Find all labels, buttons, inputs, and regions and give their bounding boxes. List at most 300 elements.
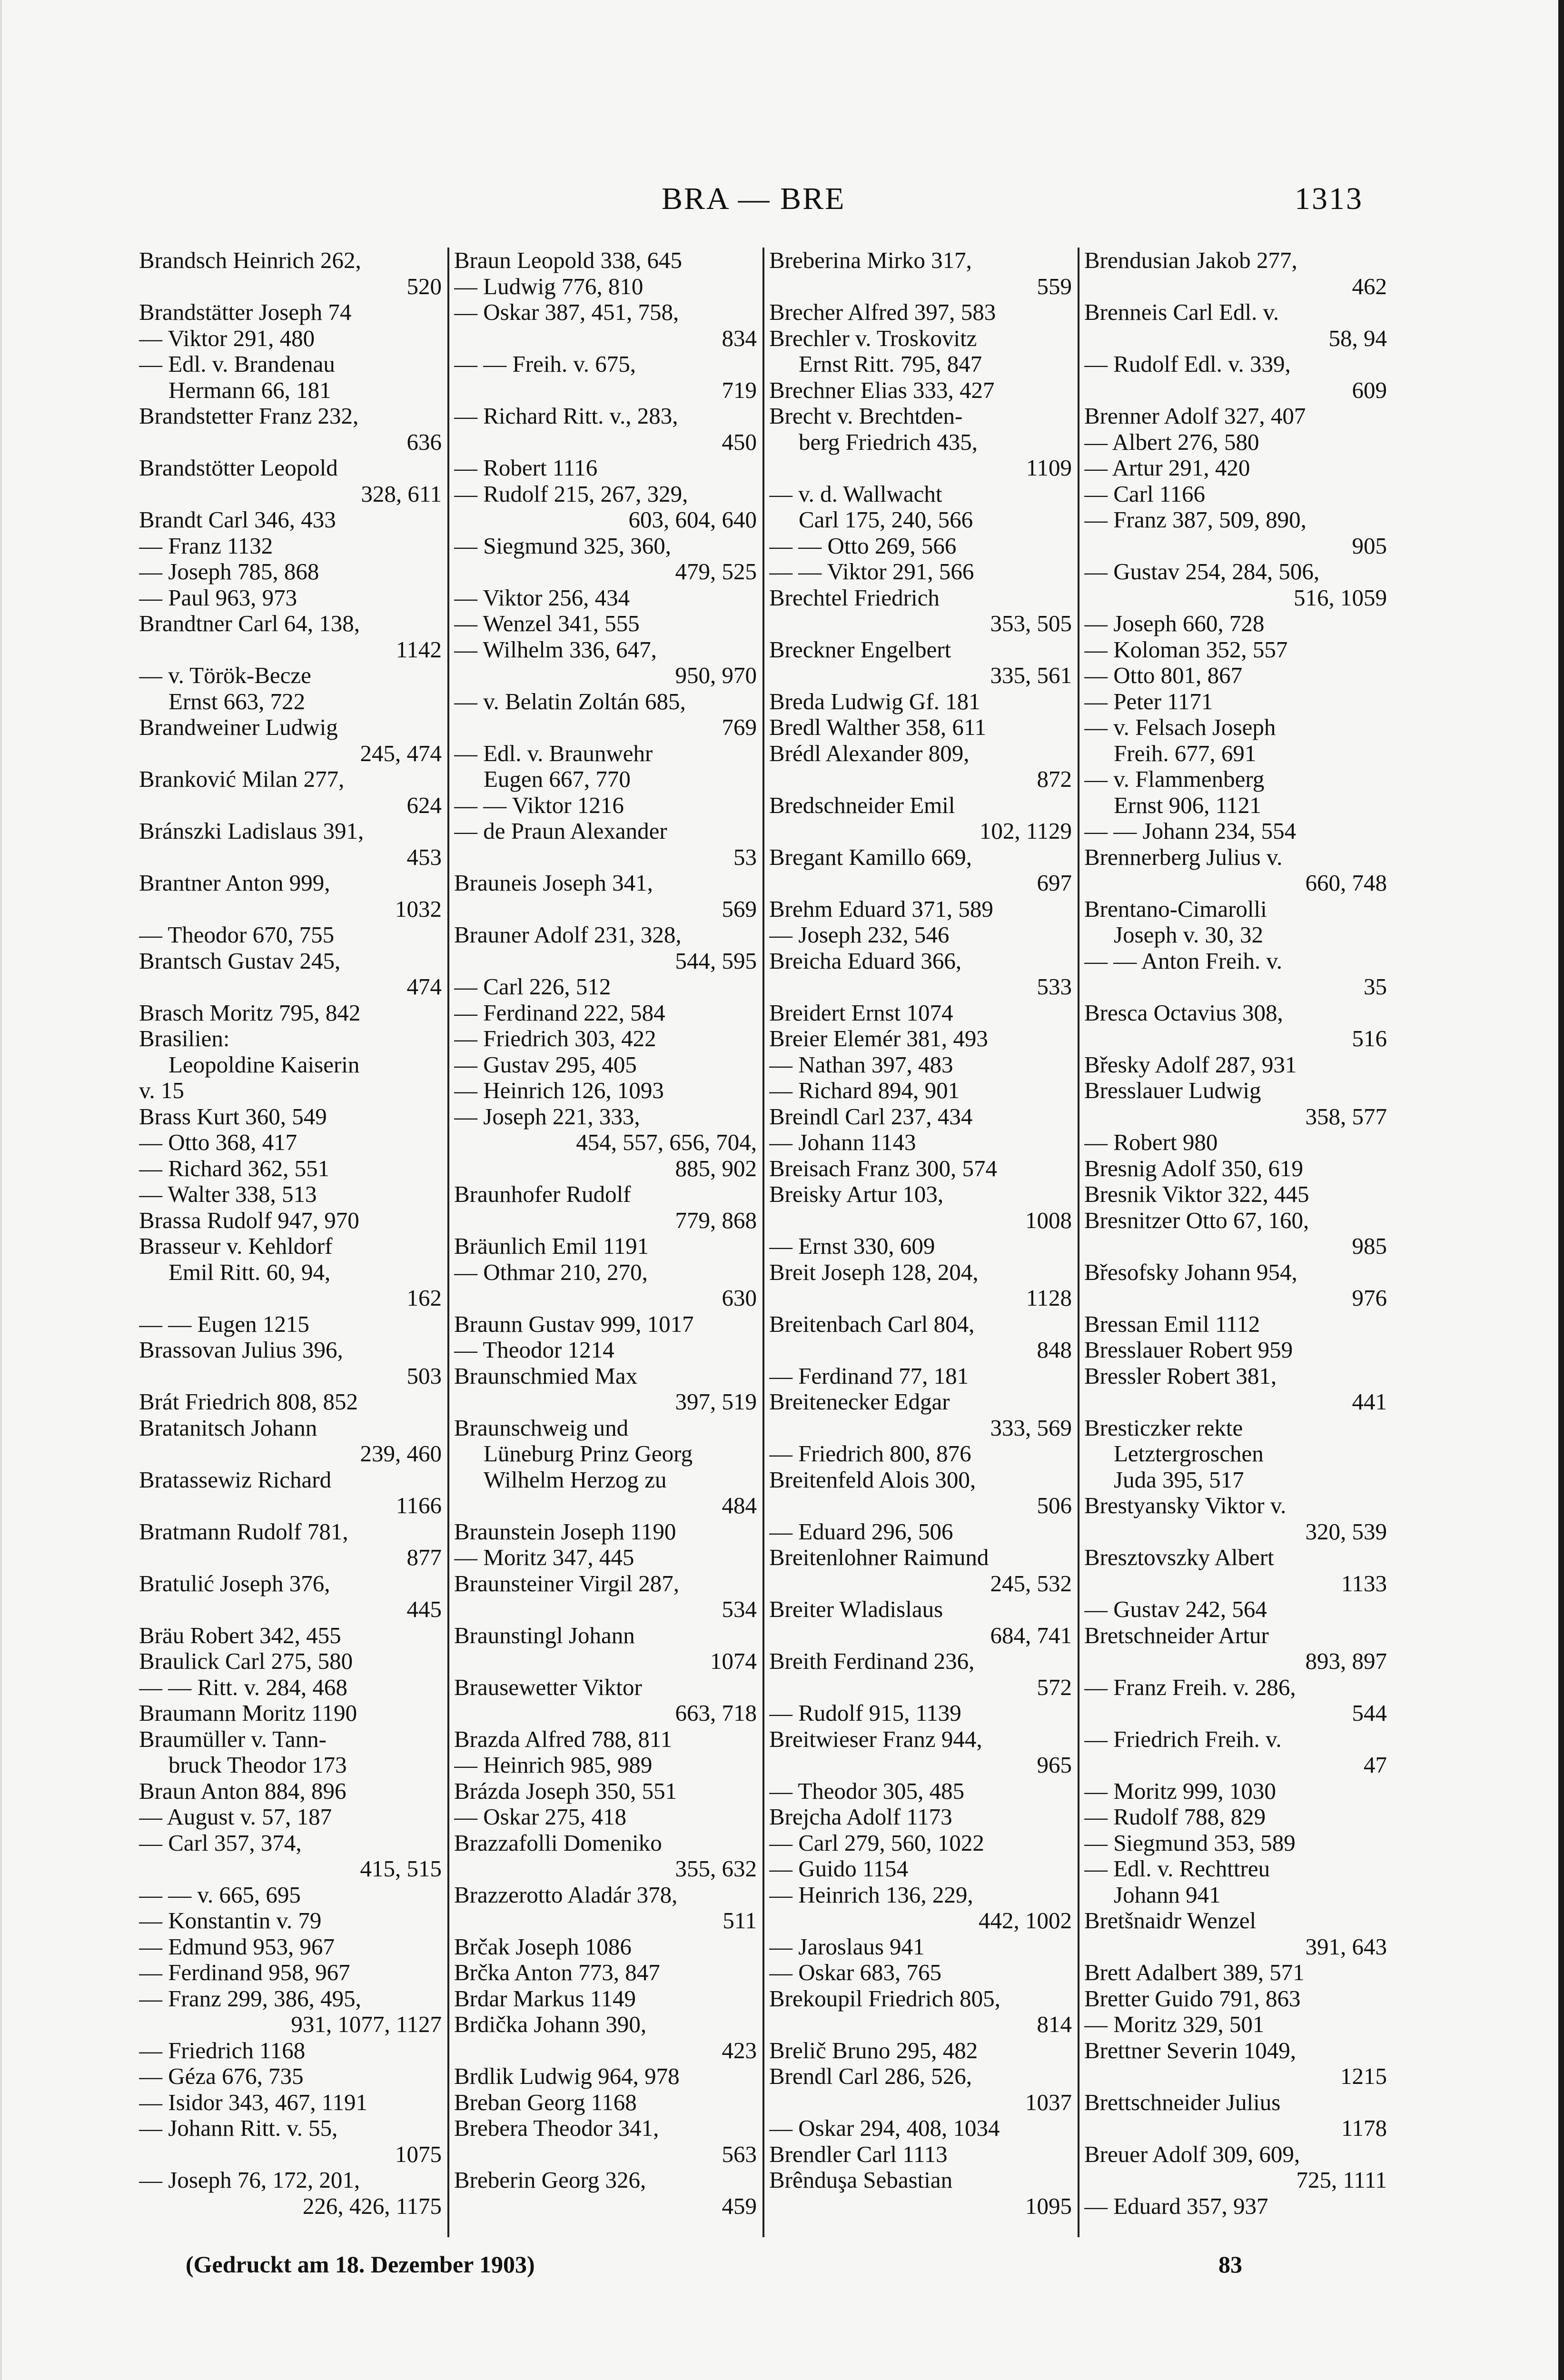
index-line: Bratulić Joseph 376, bbox=[139, 1570, 330, 1597]
index-line: — Franz 1132 bbox=[139, 533, 273, 559]
index-line: — Franz 299, 386, 495, bbox=[139, 1985, 361, 2012]
index-line: Brédl Alexander 809, bbox=[769, 740, 970, 766]
index-line: Brandstötter Leopold bbox=[139, 455, 338, 481]
column-rule bbox=[762, 248, 764, 2237]
index-line: bruck Theodor 173 bbox=[168, 1752, 347, 1778]
page-number: 1313 bbox=[1295, 181, 1363, 216]
index-line: Brelič Bruno 295, 482 bbox=[769, 2037, 978, 2063]
index-line: 333, 569 bbox=[990, 1415, 1072, 1441]
index-line: — Carl 1166 bbox=[1084, 481, 1206, 507]
index-line: Brausewetter Viktor bbox=[454, 1674, 642, 1700]
index-line: — Oskar 683, 765 bbox=[769, 1960, 942, 1985]
index-line: — Richard Ritt. v., 283, bbox=[454, 403, 678, 429]
index-line: Brandstätter Joseph 74 bbox=[139, 299, 352, 325]
index-line: — Carl 226, 512 bbox=[454, 974, 611, 1000]
index-line: 511 bbox=[723, 1908, 757, 1934]
index-line: 353, 505 bbox=[990, 611, 1072, 636]
index-line: Ernst 663, 722 bbox=[168, 688, 306, 714]
index-line: 779, 868 bbox=[675, 1207, 757, 1233]
index-line: Bregant Kamillo 669, bbox=[769, 844, 972, 870]
index-line: Bránszki Ladislaus 391, bbox=[139, 818, 364, 844]
index-line: Brendl Carl 286, 526, bbox=[769, 2063, 972, 2089]
index-line: Braunsteiner Virgil 287, bbox=[454, 1570, 679, 1597]
index-line: 885, 902 bbox=[675, 1155, 757, 1181]
index-line: Brett Adalbert 389, 571 bbox=[1084, 1960, 1305, 1985]
index-line: — Joseph 785, 868 bbox=[139, 559, 319, 585]
index-line: — Joseph 660, 728 bbox=[1084, 611, 1265, 636]
index-line: Brecht v. Brechtden- bbox=[769, 403, 963, 429]
index-line: — Nathan 397, 483 bbox=[769, 1051, 953, 1078]
index-line: Brekoupil Friedrich 805, bbox=[769, 1985, 1000, 2012]
index-line: — Viktor 291, 480 bbox=[139, 325, 315, 351]
index-line: 603, 604, 640 bbox=[628, 507, 757, 533]
index-line: 684, 741 bbox=[990, 1622, 1072, 1648]
index-line: v. 15 bbox=[139, 1078, 184, 1103]
index-line: Brenner Adolf 327, 407 bbox=[1084, 403, 1306, 429]
index-line: — Moritz 347, 445 bbox=[454, 1545, 634, 1570]
index-line: Ernst 906, 1121 bbox=[1114, 792, 1261, 818]
index-line: Breicha Eduard 366, bbox=[769, 948, 962, 974]
index-line: 516 bbox=[1352, 1026, 1387, 1051]
index-line: 1095 bbox=[1025, 2193, 1072, 2219]
index-line: 848 bbox=[1037, 1337, 1072, 1363]
index-line: Breitenlohner Raimund bbox=[769, 1545, 989, 1570]
index-line: 423 bbox=[722, 2037, 757, 2063]
index-line: Breberin Georg 326, bbox=[454, 2167, 646, 2193]
index-line: Brechner Elias 333, 427 bbox=[769, 377, 995, 403]
index-line: Brazda Alfred 788, 811 bbox=[454, 1726, 673, 1752]
index-line: Brdlik Ludwig 964, 978 bbox=[454, 2063, 680, 2089]
index-line: — Joseph 76, 172, 201, bbox=[139, 2167, 360, 2193]
index-line: — Ludwig 776, 810 bbox=[454, 273, 643, 299]
index-line: — Ernst 330, 609 bbox=[769, 1233, 935, 1259]
index-line: — Siegmund 325, 360, bbox=[454, 533, 671, 559]
index-line: Bresnik Viktor 322, 445 bbox=[1084, 1181, 1309, 1207]
index-line: Breiter Wladislaus bbox=[769, 1597, 943, 1622]
index-line: Brennerberg Julius v. bbox=[1084, 844, 1283, 870]
index-line: 245, 474 bbox=[360, 740, 442, 766]
index-line: 769 bbox=[722, 714, 757, 740]
index-line: Bretšnaidr Wenzel bbox=[1084, 1908, 1257, 1934]
index-line: Břesofsky Johann 954, bbox=[1084, 1259, 1297, 1285]
index-line: Branković Milan 277, bbox=[139, 766, 345, 792]
index-line: 872 bbox=[1037, 766, 1072, 792]
index-line: Bredschneider Emil bbox=[769, 792, 955, 818]
index-line: — Gustav 254, 284, 506, bbox=[1084, 559, 1320, 585]
index-line: 415, 515 bbox=[360, 1856, 442, 1882]
index-line: 965 bbox=[1037, 1752, 1072, 1778]
index-line: — Friedrich 303, 422 bbox=[454, 1026, 656, 1051]
index-line: Lüneburg Prinz Georg bbox=[484, 1441, 693, 1467]
index-line: Bressler Robert 381, bbox=[1084, 1363, 1277, 1389]
page-footer bbox=[0, 2251, 1564, 2284]
index-line: 474 bbox=[406, 974, 442, 1000]
index-line: Brčka Anton 773, 847 bbox=[454, 1960, 660, 1985]
index-line: 459 bbox=[722, 2193, 757, 2219]
index-line: — Edmund 953, 967 bbox=[139, 1934, 335, 1960]
index-line: Bredl Walther 358, 611 bbox=[769, 714, 987, 740]
index-line: 559 bbox=[1037, 273, 1072, 299]
index-line: — Heinrich 126, 1093 bbox=[454, 1078, 664, 1103]
index-line: Braunhofer Rudolf bbox=[454, 1181, 631, 1207]
index-line: 328, 611 bbox=[361, 481, 442, 507]
index-line: 1128 bbox=[1026, 1285, 1072, 1311]
index-line: — Gustav 242, 564 bbox=[1084, 1597, 1267, 1622]
index-line: Eugen 667, 770 bbox=[484, 766, 631, 792]
index-line: Břesky Adolf 287, 931 bbox=[1084, 1051, 1297, 1078]
index-line: Braunschweig und bbox=[454, 1415, 629, 1441]
index-line: 320, 539 bbox=[1305, 1518, 1387, 1545]
index-line: Bresca Octavius 308, bbox=[1084, 1000, 1283, 1026]
index-line: Brandsch Heinrich 262, bbox=[139, 248, 361, 273]
column-1 bbox=[136, 248, 445, 2237]
index-line: — Johann Ritt. v. 55, bbox=[139, 2115, 338, 2141]
index-line: 544, 595 bbox=[675, 948, 757, 974]
index-line: Bräunlich Emil 1191 bbox=[454, 1233, 649, 1259]
column-rule bbox=[1078, 248, 1079, 2237]
index-line: Brázda Joseph 350, 551 bbox=[454, 1778, 677, 1804]
index-line: Bresztovszky Albert bbox=[1084, 1545, 1274, 1570]
index-line: 834 bbox=[722, 325, 757, 351]
index-line: — Theodor 305, 485 bbox=[769, 1778, 965, 1804]
column-2 bbox=[451, 248, 761, 2237]
index-line: Brandweiner Ludwig bbox=[139, 714, 338, 740]
index-line: 534 bbox=[722, 1597, 757, 1622]
index-line: — Eduard 296, 506 bbox=[769, 1518, 953, 1545]
index-line: Brettner Severin 1049, bbox=[1084, 2037, 1296, 2063]
index-line: 355, 632 bbox=[675, 1856, 757, 1882]
index-line: 503 bbox=[406, 1363, 442, 1389]
index-line: Brass Kurt 360, 549 bbox=[139, 1103, 327, 1130]
index-line: 442, 1002 bbox=[979, 1908, 1072, 1934]
index-line: — Ferdinand 958, 967 bbox=[139, 1960, 350, 1985]
column-rule bbox=[447, 248, 449, 2237]
index-line: 462 bbox=[1352, 273, 1387, 299]
index-line: — v. d. Wallwacht bbox=[769, 481, 942, 507]
index-line: 391, 643 bbox=[1305, 1934, 1387, 1960]
index-line: — Theodor 670, 755 bbox=[139, 922, 335, 948]
index-line: — Rudolf 788, 829 bbox=[1084, 1804, 1266, 1830]
index-line: Brestyansky Viktor v. bbox=[1084, 1493, 1287, 1518]
index-line: Braumann Moritz 1190 bbox=[139, 1700, 357, 1726]
index-line: 931, 1077, 1127 bbox=[291, 2012, 442, 2037]
index-line: 609 bbox=[1352, 377, 1387, 403]
index-line: — Eduard 357, 937 bbox=[1084, 2193, 1268, 2219]
index-line: — Richard 894, 901 bbox=[769, 1078, 960, 1103]
index-line: Brasseur v. Kehldorf bbox=[139, 1233, 333, 1259]
index-line: Breitenbach Carl 804, bbox=[769, 1311, 975, 1337]
index-line: — Johann 1143 bbox=[769, 1130, 916, 1155]
print-date-note: (Gedruckt am 18. Dezember 1903) bbox=[186, 2251, 535, 2278]
index-line: 479, 525 bbox=[675, 559, 757, 585]
index-line: 1166 bbox=[396, 1493, 442, 1518]
index-line: Brendusian Jakob 277, bbox=[1084, 248, 1297, 273]
index-line: — Friedrich Freih. v. bbox=[1084, 1726, 1282, 1752]
index-line: 102, 1129 bbox=[979, 818, 1072, 844]
running-head-range: BRA — BRE bbox=[662, 181, 846, 216]
index-line: Brassovan Julius 396, bbox=[139, 1337, 343, 1363]
index-line: — Siegmund 353, 589 bbox=[1084, 1830, 1296, 1856]
index-line: Brenneis Carl Edl. v. bbox=[1084, 299, 1279, 325]
index-line: Hermann 66, 181 bbox=[168, 377, 331, 403]
index-line: — Heinrich 985, 989 bbox=[454, 1752, 653, 1778]
index-line: — Artur 291, 420 bbox=[1084, 455, 1250, 481]
index-line: 450 bbox=[722, 429, 757, 455]
index-line: Brantsch Gustav 245, bbox=[139, 948, 341, 974]
index-line: 1142 bbox=[396, 636, 442, 663]
index-line: — — Otto 269, 566 bbox=[769, 533, 957, 559]
index-line: Brandstetter Franz 232, bbox=[139, 403, 359, 429]
index-line: — Jaroslaus 941 bbox=[769, 1934, 925, 1960]
page-edge-left bbox=[0, 0, 2, 2380]
index-line: Breidert Ernst 1074 bbox=[769, 1000, 953, 1026]
index-line: — — Anton Freih. v. bbox=[1084, 948, 1283, 974]
index-line: Bräu Robert 342, 455 bbox=[139, 1622, 341, 1648]
index-line: Carl 175, 240, 566 bbox=[799, 507, 973, 533]
index-line: — v. Belatin Zoltán 685, bbox=[454, 688, 686, 714]
index-line: 814 bbox=[1037, 2012, 1072, 2037]
index-line: 162 bbox=[406, 1285, 442, 1311]
index-line: Bretschneider Artur bbox=[1084, 1622, 1269, 1648]
index-line: Bresnitzer Otto 67, 160, bbox=[1084, 1207, 1309, 1233]
index-line: — Robert 1116 bbox=[454, 455, 598, 481]
index-line: Letztergroschen bbox=[1114, 1441, 1264, 1467]
index-line: 533 bbox=[1037, 974, 1072, 1000]
index-line: — Friedrich 1168 bbox=[139, 2037, 306, 2063]
page-header bbox=[0, 181, 1564, 228]
index-line: Bresnig Adolf 350, 619 bbox=[1084, 1155, 1304, 1181]
index-line: 245, 532 bbox=[990, 1570, 1072, 1597]
index-line: Breitenfeld Alois 300, bbox=[769, 1467, 976, 1493]
index-line: — Isidor 343, 467, 1191 bbox=[139, 2089, 367, 2115]
index-line: Brettschneider Julius bbox=[1084, 2089, 1281, 2115]
index-line: — — Freih. v. 675, bbox=[454, 351, 636, 377]
index-line: — Rudolf 915, 1139 bbox=[769, 1700, 961, 1726]
index-line: — Edl. v. Braunwehr bbox=[454, 740, 653, 766]
index-line: 358, 577 bbox=[1305, 1103, 1387, 1130]
index-line: Breitwieser Franz 944, bbox=[769, 1726, 982, 1752]
index-line: Braunschmied Max bbox=[454, 1363, 638, 1389]
index-line: Breith Ferdinand 236, bbox=[769, 1648, 975, 1674]
index-line: Juda 395, 517 bbox=[1114, 1467, 1244, 1493]
index-line: Brdička Johann 390, bbox=[454, 2012, 647, 2037]
index-line: 985 bbox=[1352, 1233, 1387, 1259]
index-line: 445 bbox=[406, 1597, 442, 1622]
index-line: Brazzerotto Aladár 378, bbox=[454, 1882, 678, 1908]
index-line: Brassa Rudolf 947, 970 bbox=[139, 1207, 359, 1233]
index-line: 950, 970 bbox=[675, 663, 757, 688]
index-line: Brechtel Friedrich bbox=[769, 585, 940, 611]
index-line: Breit Joseph 128, 204, bbox=[769, 1259, 979, 1285]
column-3 bbox=[766, 248, 1076, 2237]
index-line: — Robert 980 bbox=[1084, 1130, 1218, 1155]
index-line: — Franz 387, 509, 890, bbox=[1084, 507, 1307, 533]
index-line: 663, 718 bbox=[675, 1700, 757, 1726]
index-line: — Rudolf Edl. v. 339, bbox=[1084, 351, 1291, 377]
index-line: Brentano-Cimarolli bbox=[1084, 896, 1267, 922]
page-edge-right bbox=[1558, 0, 1564, 2380]
index-line: Bresticzker rekte bbox=[1084, 1415, 1243, 1441]
index-line: — Heinrich 136, 229, bbox=[769, 1882, 973, 1908]
index-line: 569 bbox=[722, 896, 757, 922]
index-line: 453 bbox=[406, 844, 442, 870]
index-line: — Oskar 387, 451, 758, bbox=[454, 299, 679, 325]
index-line: — — v. 665, 695 bbox=[139, 1882, 301, 1908]
index-line: Breban Georg 1168 bbox=[454, 2089, 637, 2115]
index-line: Brantner Anton 999, bbox=[139, 870, 330, 896]
index-line: — v. Török-Becze bbox=[139, 663, 311, 688]
index-line: Braunn Gustav 999, 1017 bbox=[454, 1311, 694, 1337]
index-line: Brecher Alfred 397, 583 bbox=[769, 299, 996, 325]
index-line: 1032 bbox=[395, 896, 442, 922]
index-line: Brebera Theodor 341, bbox=[454, 2115, 659, 2141]
index-line: — Oskar 275, 418 bbox=[454, 1804, 627, 1830]
index-line: Bratassewiz Richard bbox=[139, 1467, 332, 1493]
index-line: 636 bbox=[406, 429, 442, 455]
index-line: Brechler v. Troskovitz bbox=[769, 325, 977, 351]
index-line: Brandt Carl 346, 433 bbox=[139, 507, 336, 533]
index-line: Breisach Franz 300, 574 bbox=[769, 1155, 997, 1181]
index-line: — Theodor 1214 bbox=[454, 1337, 614, 1363]
index-line: Breuer Adolf 309, 609, bbox=[1084, 2141, 1300, 2167]
index-line: — Moritz 999, 1030 bbox=[1084, 1778, 1276, 1804]
index-line: Brasilien: bbox=[139, 1026, 230, 1051]
index-line: — Koloman 352, 557 bbox=[1084, 636, 1288, 663]
index-line: Bretter Guido 791, 863 bbox=[1084, 1985, 1301, 2012]
index-line: Freih. 677, 691 bbox=[1114, 740, 1257, 766]
index-line: Breindl Carl 237, 434 bbox=[769, 1103, 973, 1130]
index-line: — Ferdinand 222, 584 bbox=[454, 1000, 665, 1026]
index-line: 1215 bbox=[1340, 2063, 1387, 2089]
index-line: Brát Friedrich 808, 852 bbox=[139, 1389, 358, 1415]
index-line: berg Friedrich 435, bbox=[799, 429, 978, 455]
index-line: 506 bbox=[1037, 1493, 1072, 1518]
index-line: — Friedrich 800, 876 bbox=[769, 1441, 971, 1467]
index-line: 697 bbox=[1037, 870, 1072, 896]
index-line: — v. Flammenberg bbox=[1084, 766, 1265, 792]
index-line: — Edl. v. Rechttreu bbox=[1084, 1856, 1270, 1882]
index-line: Leopoldine Kaiserin bbox=[168, 1051, 360, 1078]
index-line: 454, 557, 656, 704, bbox=[576, 1130, 757, 1155]
index-line: — Rudolf 215, 267, 329, bbox=[454, 481, 688, 507]
index-line: Brazzafolli Domeniko bbox=[454, 1830, 662, 1856]
index-line: Breckner Engelbert bbox=[769, 636, 951, 663]
index-line: Braumüller v. Tann- bbox=[139, 1726, 327, 1752]
index-line: 893, 897 bbox=[1305, 1648, 1387, 1674]
index-line: — Géza 676, 735 bbox=[139, 2063, 304, 2089]
index-line: 660, 748 bbox=[1305, 870, 1387, 896]
index-line: — Joseph 221, 333, bbox=[454, 1103, 640, 1130]
index-line: 1074 bbox=[710, 1648, 757, 1674]
index-line: Breda Ludwig Gf. 181 bbox=[769, 688, 980, 714]
index-line: Breberina Mirko 317, bbox=[769, 248, 972, 273]
index-line: — Richard 362, 551 bbox=[139, 1155, 330, 1181]
index-line: 58, 94 bbox=[1328, 325, 1387, 351]
index-line: — v. Felsach Joseph bbox=[1084, 714, 1276, 740]
index-line: Braun Leopold 338, 645 bbox=[454, 248, 683, 273]
index-line: — Moritz 329, 501 bbox=[1084, 2012, 1265, 2037]
index-line: 53 bbox=[733, 844, 757, 870]
index-line: Braun Anton 884, 896 bbox=[139, 1778, 346, 1804]
index-line: Brejcha Adolf 1173 bbox=[769, 1804, 952, 1830]
index-line: — Edl. v. Brandenau bbox=[139, 351, 335, 377]
index-line: Brauneis Joseph 341, bbox=[454, 870, 653, 896]
index-line: Breier Elemér 381, 493 bbox=[769, 1026, 988, 1051]
index-line: 905 bbox=[1352, 533, 1387, 559]
index-line: Breitenecker Edgar bbox=[769, 1389, 950, 1415]
index-line: 397, 519 bbox=[675, 1389, 757, 1415]
index-line: Braulick Carl 275, 580 bbox=[139, 1648, 353, 1674]
index-line: 563 bbox=[722, 2141, 757, 2167]
index-line: — Gustav 295, 405 bbox=[454, 1051, 637, 1078]
index-line: Brčak Joseph 1086 bbox=[454, 1934, 632, 1960]
index-line: 1008 bbox=[1025, 1207, 1072, 1233]
index-line: Brênduşa Sebastian bbox=[769, 2167, 953, 2193]
index-line: 226, 426, 1175 bbox=[302, 2193, 442, 2219]
index-line: — August v. 57, 187 bbox=[139, 1804, 332, 1830]
index-line: Bratmann Rudolf 781, bbox=[139, 1518, 348, 1545]
index-line: 441 bbox=[1352, 1389, 1387, 1415]
index-line: — Walter 338, 513 bbox=[139, 1181, 317, 1207]
index-line: 725, 1111 bbox=[1296, 2167, 1387, 2193]
index-line: — Otto 368, 417 bbox=[139, 1130, 297, 1155]
index-line: 630 bbox=[722, 1285, 757, 1311]
index-line: 624 bbox=[406, 792, 442, 818]
index-line: — Paul 963, 973 bbox=[139, 585, 297, 611]
index-line: 719 bbox=[722, 377, 757, 403]
index-line: — Konstantin v. 79 bbox=[139, 1908, 322, 1934]
index-line: Brandtner Carl 64, 138, bbox=[139, 611, 360, 636]
index-line: — Peter 1171 bbox=[1084, 688, 1213, 714]
index-line: 544 bbox=[1352, 1700, 1387, 1726]
signature-mark: 83 bbox=[1218, 2251, 1242, 2278]
index-line: — Albert 276, 580 bbox=[1084, 429, 1259, 455]
index-line: Johann 941 bbox=[1114, 1882, 1221, 1908]
index-line: Breisky Artur 103, bbox=[769, 1181, 944, 1207]
index-line: Brauner Adolf 231, 328, bbox=[454, 922, 682, 948]
column-4 bbox=[1081, 248, 1391, 2237]
index-line: Braunstingl Johann bbox=[454, 1622, 635, 1648]
index-line: — Wilhelm 336, 647, bbox=[454, 636, 657, 663]
index-line: Emil Ritt. 60, 94, bbox=[168, 1259, 331, 1285]
index-line: Bresslauer Robert 959 bbox=[1084, 1337, 1293, 1363]
index-line: Brdar Markus 1149 bbox=[454, 1985, 636, 2012]
index-line: 1075 bbox=[395, 2141, 442, 2167]
index-line: Braunstein Joseph 1190 bbox=[454, 1518, 676, 1545]
index-line: — — Eugen 1215 bbox=[139, 1311, 309, 1337]
index-line: Bresslauer Ludwig bbox=[1084, 1078, 1261, 1103]
index-line: — Viktor 256, 434 bbox=[454, 585, 630, 611]
index-line: 572 bbox=[1037, 1674, 1072, 1700]
index-line: Wilhelm Herzog zu bbox=[484, 1467, 667, 1493]
index-line: — Oskar 294, 408, 1034 bbox=[769, 2115, 1000, 2141]
index-line: — Franz Freih. v. 286, bbox=[1084, 1674, 1296, 1700]
index-line: — Wenzel 341, 555 bbox=[454, 611, 640, 636]
index-line: — Othmar 210, 270, bbox=[454, 1259, 648, 1285]
index-line: — Carl 357, 374, bbox=[139, 1830, 302, 1856]
index-line: 47 bbox=[1364, 1752, 1387, 1778]
directory-columns bbox=[136, 248, 1397, 2237]
index-line: 239, 460 bbox=[360, 1441, 442, 1467]
index-line: 877 bbox=[406, 1545, 442, 1570]
index-line: — — Ritt. v. 284, 468 bbox=[139, 1674, 347, 1700]
index-line: 1178 bbox=[1341, 2115, 1387, 2141]
index-line: — — Viktor 291, 566 bbox=[769, 559, 974, 585]
index-line: 976 bbox=[1352, 1285, 1387, 1311]
index-line: 1109 bbox=[1026, 455, 1072, 481]
index-line: — — Viktor 1216 bbox=[454, 792, 624, 818]
index-line: 335, 561 bbox=[990, 663, 1072, 688]
